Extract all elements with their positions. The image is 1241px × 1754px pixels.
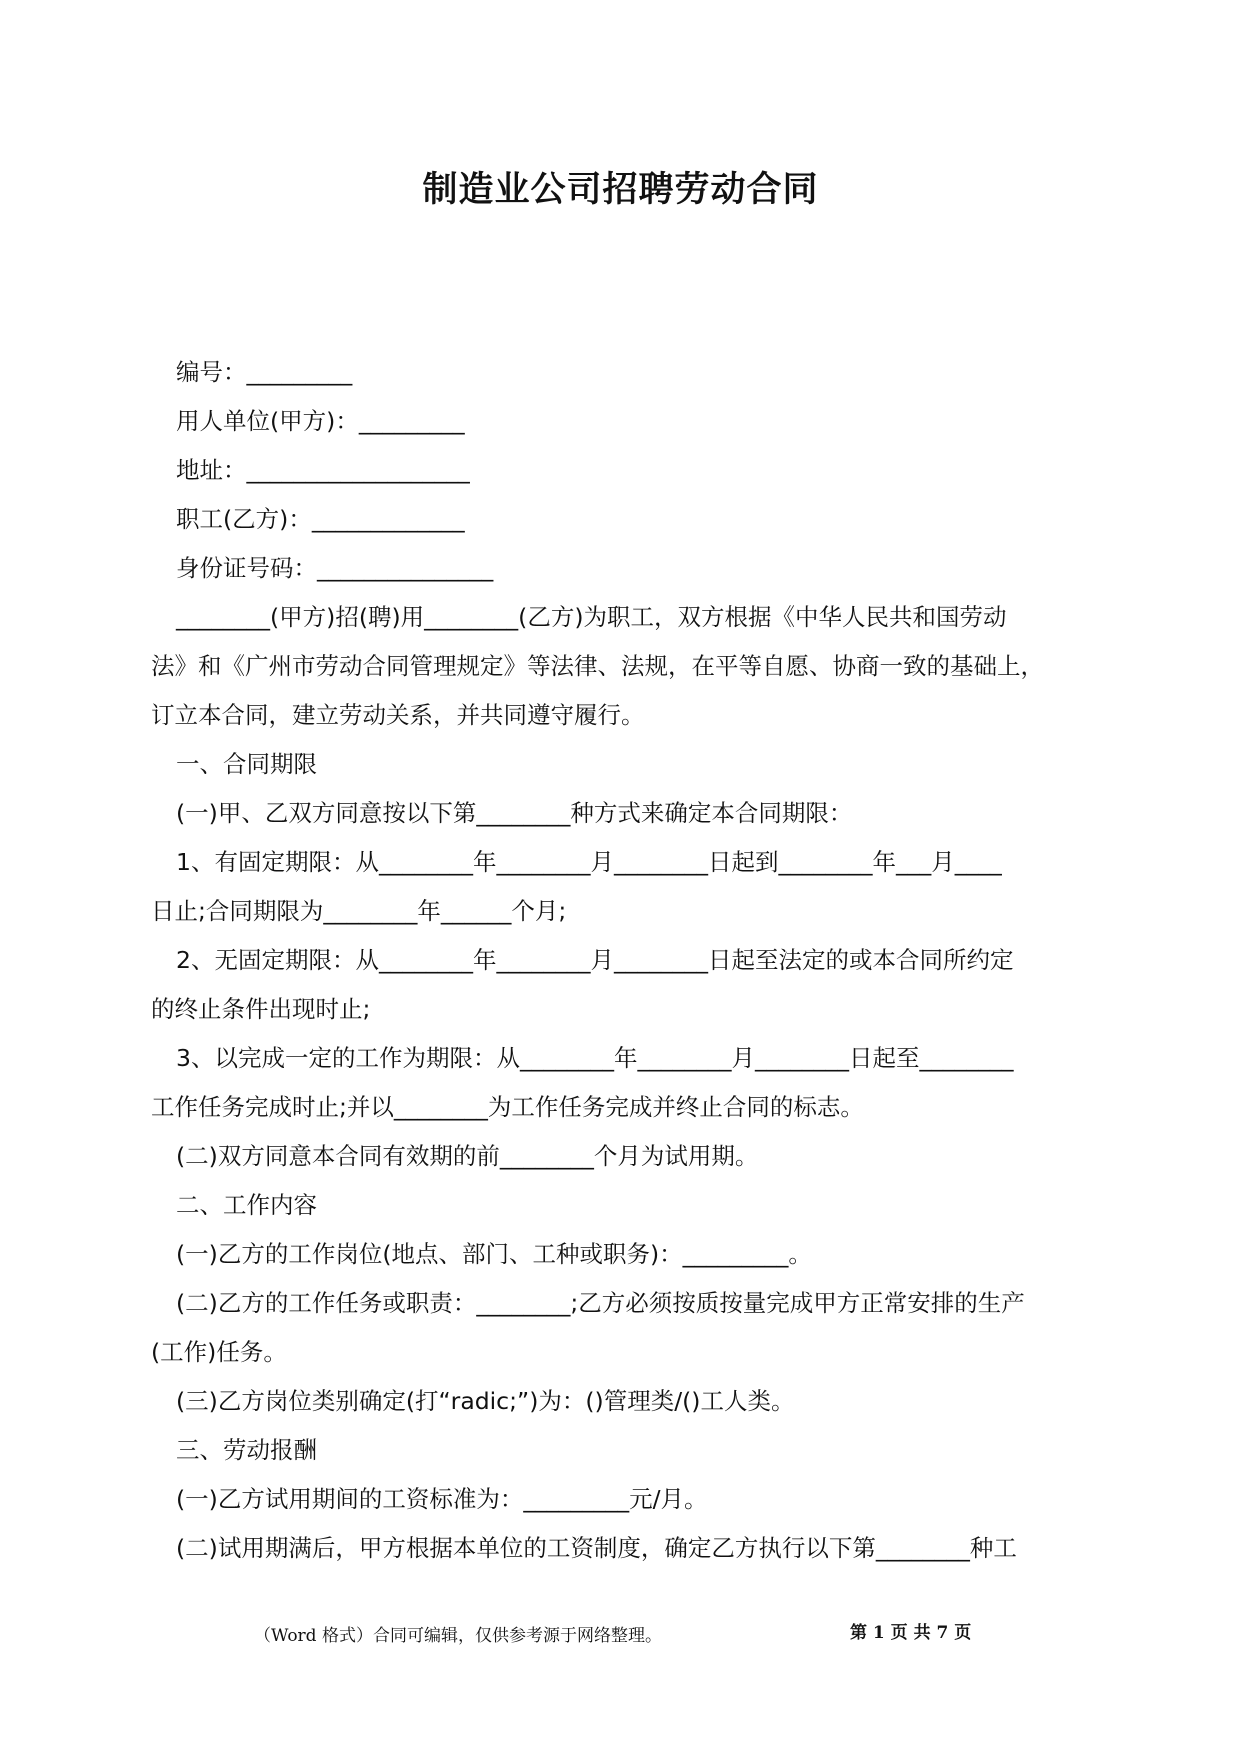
paragraph-line: 订立本合同，建立劳动关系，并共同遵守履行。 bbox=[151, 701, 645, 729]
paragraph-line: ________(甲方)招(聘)用________(乙方)为职工，双方根据《中华人民共和国劳动 bbox=[176, 603, 1007, 631]
paragraph-line: 1、有固定期限：从________年________月________日起到________年___月____ bbox=[176, 848, 1002, 876]
footer-note: （Word 格式）合同可编辑，仅供参考源于网络整理。 bbox=[254, 1626, 662, 1646]
paragraph-line: (二)乙方的工作任务或职责：________;乙方必须按质按量完成甲方正常安排的生产 bbox=[176, 1289, 1025, 1317]
paragraph-line: (二)试用期满后，甲方根据本单位的工资制度，确定乙方执行以下第________种工 bbox=[176, 1534, 1017, 1562]
paragraph-line: 日止;合同期限为________年______个月; bbox=[151, 897, 567, 925]
page-number: 第 1 页 共 7 页 bbox=[850, 1623, 972, 1643]
paragraph-line: (工作)任务。 bbox=[151, 1338, 287, 1366]
paragraph-line: 工作任务完成时止;并以________为工作任务完成并终止合同的标志。 bbox=[151, 1093, 864, 1121]
field-address: 地址：___________________ bbox=[176, 456, 470, 484]
paragraph-line: 2、无固定期限：从________年________月________日起至法定的或本合同所约定 bbox=[176, 946, 1014, 974]
paragraph-line: (一)乙方试用期间的工资标准为：_________元/月。 bbox=[176, 1485, 708, 1513]
document-title: 制造业公司招聘劳动合同 bbox=[422, 170, 819, 210]
field-id-number: 身份证号码：_______________ bbox=[176, 554, 494, 582]
paragraph-line: 法》和《广州市劳动合同管理规定》等法律、法规，在平等自愿、协商一致的基础上， bbox=[151, 652, 1044, 680]
field-contract-number: 编号：_________ bbox=[176, 358, 353, 386]
section-heading: 三、劳动报酬 bbox=[176, 1436, 317, 1464]
document-body bbox=[151, 348, 1096, 1573]
section-heading: 一、合同期限 bbox=[176, 750, 317, 778]
paragraph-line: (三)乙方岗位类别确定(打“radic;”)为：()管理类/()工人类。 bbox=[176, 1387, 795, 1415]
field-employer: 用人单位(甲方)：_________ bbox=[176, 407, 465, 435]
section-heading: 二、工作内容 bbox=[176, 1191, 317, 1219]
paragraph-line: 3、以完成一定的工作为期限：从________年________月________日起至________ bbox=[176, 1044, 1014, 1072]
field-employee: 职工(乙方)：_____________ bbox=[176, 505, 465, 533]
paragraph-line: (二)双方同意本合同有效期的前________个月为试用期。 bbox=[176, 1142, 759, 1170]
paragraph-line: (一)甲、乙双方同意按以下第________种方式来确定本合同期限： bbox=[176, 799, 853, 827]
paragraph-line: 的终止条件出现时止; bbox=[151, 995, 371, 1023]
paragraph-line: (一)乙方的工作岗位(地点、部门、工种或职务)：_________。 bbox=[176, 1240, 812, 1268]
